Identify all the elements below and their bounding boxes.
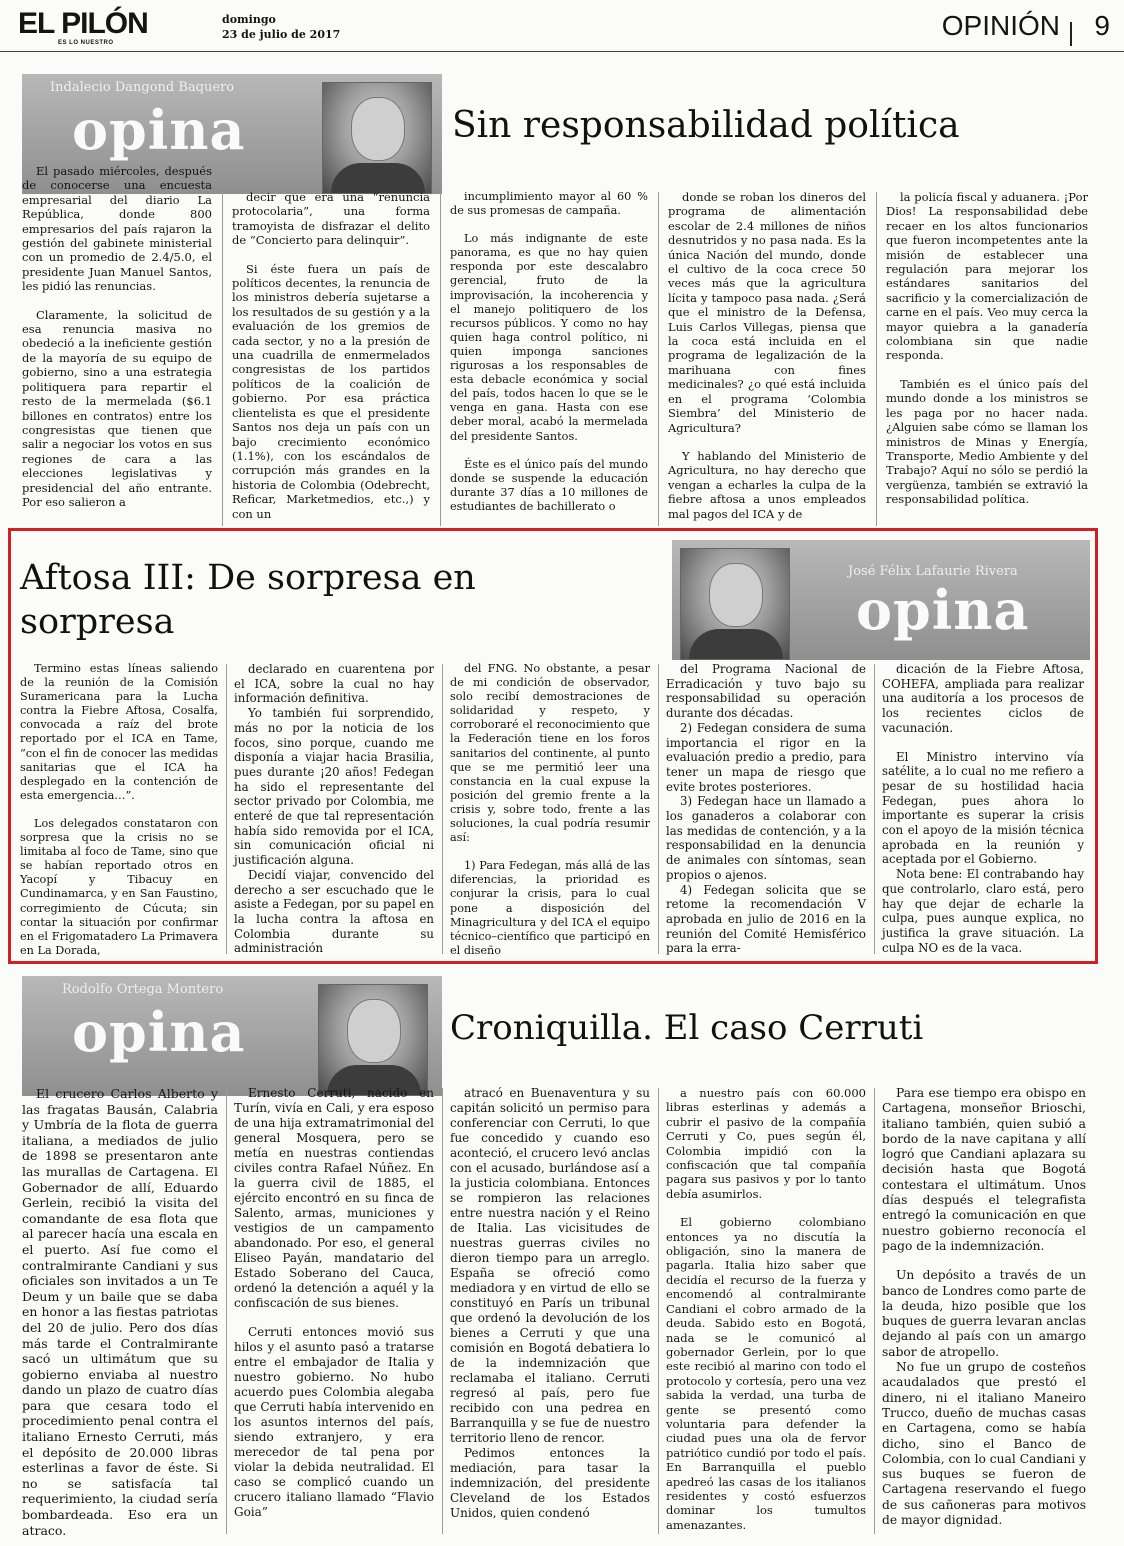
column-rule bbox=[658, 664, 659, 954]
column-rule bbox=[442, 1088, 443, 1534]
article-sin-responsabilidad bbox=[0, 60, 1124, 530]
column-rule bbox=[876, 192, 877, 526]
paragraph: Pedimos entonces la mediación, para tasar la indemnización, del presidente Cleveland de los Estados Unidos, quien condenó bbox=[450, 1446, 650, 1520]
column-rule bbox=[442, 664, 443, 954]
article-headline: Sin responsabilidad política bbox=[452, 105, 960, 146]
article-column-1 bbox=[22, 164, 212, 509]
paragraph: Cerruti entonces movió sus hilos y el asunto pasó a tratarse entre el embajador de Italia y nuestro gobierno. No hubo acuerdo pues Colombia alegaba que Cerruti había intervenido en los asuntos internos del país, siendo extranjero, y era merecedor de tal pena por violar la debida neutralidad. El caso se complicó cuando un crucero italiano llamado “Flavio Goia” bbox=[234, 1325, 434, 1519]
paragraph: del Programa Nacional de Erradicación y tuvo bajo su responsabilidad su operación durante dos décadas. bbox=[666, 662, 866, 721]
article-headline: Aftosa III: De sorpresa en sorpresa bbox=[20, 558, 476, 642]
paragraph: 4) Fedegan solicita que se retome la recomendación V aprobada en julio de 2016 en la reunión del Comité Hemisférico para la erra- bbox=[666, 882, 866, 956]
publication-full-date: 23 de julio de 2017 bbox=[222, 28, 341, 41]
paragraph: a nuestro país con 60.000 libras esterlinas y además a cubrir el pasivo de la compañía Cerruti y Co, pues según él, Colombia impidió con la confiscación que tal compañía pagara sus pasivos y por lo tanto debía asumirlos. bbox=[666, 1086, 866, 1201]
photo-face bbox=[347, 999, 401, 1063]
paragraph: Ernesto Cerruti, nacido en Turín, vivía en Cali, y era esposo de una hija extramatrimonial del general Mosquera, pero se metía en nuestras contiendas civiles contra Rafael Núñez. En la guerra civil de 1885, el ejército encontró en su finca de Salento, armas, municiones y vestigios de un campamento abandonado. Por eso, el general Eliseo Payán, mandatario del Estado Soberano del Cauca, ordenó la detención a aquél y la confiscación de sus bienes. bbox=[234, 1086, 434, 1310]
paragraph: Termino estas líneas saliendo de la reunión de la Comisión Suramericana para la Lucha contra la Fiebre Aftosa, Cosalfa, convocada a raíz del brote reportado por el ICA en Tame, “con el fin de conocer las medidas sanitarias que el ICA ha desplegado en la contención de esta emergencia…”. bbox=[20, 662, 218, 802]
paragraph: Yo también fui sorprendido, más no por la noticia de los focos, sino porque, cuando me disponía a viajar hacia Brasilia, pues durante ¡20 años! Fedegan ha sido el representante del sector privado por Colombia, me enteré de que tal representación había sido removida por el ICA, sin comunicación oficial ni justificación alguna. bbox=[234, 706, 434, 868]
paragraph: dicación de la Fiebre Aftosa, COHEFA, ampliada para realizar una auditoría a los procesos de los recientes ciclos de vacunación. bbox=[882, 662, 1084, 735]
article-column-4 bbox=[668, 190, 866, 521]
article-aftosa bbox=[0, 530, 1124, 962]
paragraph: declarado en cuarentena por el ICA, sobre la cual no hay información definitiva. bbox=[234, 662, 434, 706]
columnist-name: José Félix Lafaurie Rivera bbox=[848, 564, 1018, 579]
paragraph: Los delegados constataron con sorpresa que la crisis no se limitaba al foco de Tame, sino que se habían reportado otros en Yacopí y Tibacuy en Cundinamarca, y en San Faustino, corregimiento de Cúcuta; sin contar la situación por confirmar en el Frigomatadero La Primavera en La Dorada, bbox=[20, 816, 218, 957]
column-rule bbox=[440, 192, 441, 526]
paragraph: 3) Fedegan hace un llamado a los ganaderos a colaborar con las medidas de contención, y a la responsabilidad en la denuncia de animales con síntomas, sean propios o ajenos. bbox=[666, 794, 866, 882]
column-rule bbox=[658, 192, 659, 526]
paragraph: El pasado miércoles, después de conocerse una encuesta empresarial del diario La República, donde 800 empresarios del país rajaron la gestión del gabinete ministerial con un promedio de 2.4/5.0, el presidente Juan Manuel Santos, les pidió las renuncias. bbox=[22, 164, 212, 294]
section-name: OPINIÓN bbox=[941, 10, 1060, 41]
paragraph: No fue un grupo de costeños acaudalados que prestó el dinero, ni el italiano Maneiro Trucco, dueño de muchas casas en Cartagena, como se había dicho, sino el Banco de Colombia, con lo cual Candiani y sus buques se fueron de Cartagena reservando el fuego de sus cañoneras para motivos de mayor dignidad. bbox=[882, 1360, 1086, 1528]
paragraph: decir que era una “renuncia protocolaria”, una forma tramoyista de disfrazar el delito de “Concierto para delinquir”. bbox=[232, 190, 430, 248]
opina-label: opina bbox=[856, 578, 1030, 642]
paragraph: Un depósito a través de un banco de Londres como parte de la deuda, hizo posible que los buques de guerra levaran anclas dejando al país con un amargo sabor de atropello. bbox=[882, 1268, 1086, 1359]
paragraph: donde se roban los dineros del programa de alimentación escolar de 2.4 millones de niños desnutridos y no pasa nada. Es la única Nación del mundo, donde el cultivo de la coca crece 50 veces más que la agricultura lícita y tampoco pasa nada. ¿Será que el ministro de la Defensa, Luis Carlos Villegas, piensa que la coca está incluida en el programa de legalización de la marihuana con fines medicinales? ¿o qué está incluida en el programa ‘Colombia Siembra’ del Ministerio de Agricultura? bbox=[668, 190, 866, 435]
column-rule bbox=[874, 1088, 875, 1534]
section-divider bbox=[1070, 22, 1072, 46]
columnist-name: Indalecio Dangond Baquero bbox=[50, 80, 235, 95]
columnist-photo bbox=[322, 82, 432, 194]
column-rule bbox=[874, 664, 875, 954]
article-column-2 bbox=[234, 662, 434, 956]
paragraph: El gobierno colombiano entonces ya no discutía la obligación, sino la manera de pagarla. Italia hizo saber que decidía el recurso de la fuerza y encomendó al contralmirante Candiani el cobro armado de la deuda. Sabido esto en Bogotá, nada se le comunicó al gobernador Gerlein, por lo que este recibió al marino con todo el protocolo y cortesía, pero una vez sabida la verdad, una turba de gente se presentó como voluntaria para defender la ciudad pues una ola de fervor patriótico cundió por todo el país. En Barranquilla el pueblo apedreó las casas de los italianos residentes y costó esfuerzos dominar los tumultos amenazantes. bbox=[666, 1215, 866, 1532]
paragraph: Éste es el único país del mundo donde se suspende la educación durante 37 días a 10 millones de estudiantes de bachillerato o bbox=[450, 457, 648, 513]
column-rule bbox=[658, 1088, 659, 1534]
opina-label: opina bbox=[72, 1000, 246, 1064]
paragraph: Claramente, la solicitud de esa renuncia masiva no obedeció a la ineficiente gestión de la mayoría de su equipo de gobierno, sino a una estrategia politiquera para repartir el resto de la mermelada ($6.1 billones en contratos) entre los congresistas que tienen que salir a negociar los votos en sus regiones de cara a las elecciones legislativas y presidencial del año entrante. Por eso salieron a bbox=[22, 307, 212, 509]
columnist-name: Rodolfo Ortega Montero bbox=[62, 982, 224, 997]
columnist-photo bbox=[318, 984, 428, 1096]
article-column-4 bbox=[666, 662, 866, 956]
article-column-3 bbox=[450, 1086, 650, 1521]
paragraph: El Ministro intervino vía satélite, a lo cual no me refiero a pesar de su hostilidad hacia Fedegan, pues ahora lo importante es superar la crisis con el apoyo de la misión técnica aprobada en la reunión y aceptada por el Gobierno. bbox=[882, 749, 1084, 867]
logo-tagline: ES LO NUESTRO bbox=[58, 40, 114, 46]
photo-torso bbox=[331, 163, 425, 193]
photo-torso bbox=[689, 629, 783, 659]
article-column-3 bbox=[450, 190, 648, 514]
paragraph: incumplimiento mayor al 60 % de sus promesas de campaña. bbox=[450, 190, 648, 218]
article-column-5 bbox=[882, 662, 1084, 955]
column-rule bbox=[222, 192, 223, 526]
article-column-1 bbox=[22, 1086, 218, 1538]
columnist-banner bbox=[22, 976, 442, 1096]
article-headline: Croniquilla. El caso Cerruti bbox=[450, 1008, 924, 1048]
paragraph: El crucero Carlos Alberto y las fragatas Bausán, Calabria y Umbría de la flota de guerra italiana, a mediados de julio de 1898 se presentaron ante las murallas de Cartagena. El Gobernador de allí, Eduardo Gerlein, recibió la visita del comandante de esa flota que al parecer hacía una escala en el puerto. Así fue como el contralmirante Candiani y sus oficiales son invitados a un Te Deum y un baile que se daba en honor a las fiestas patriotas del 20 de julio. Pero dos días más tarde el Contralmirante sacó un ultimátum que su gobierno enviaba al nuestro dando un plazo de cuatro días para que cesara todo el procedimiento penal contra el italiano Ernesto Cerruti, más el depósito de 20.000 libras esterlinas a favor de éste. Si no se satisfacía tal requerimiento, la ciudad sería bombardeada. Eso era un atraco. bbox=[22, 1086, 218, 1538]
opina-label: opina bbox=[72, 98, 246, 162]
columnist-banner bbox=[672, 540, 1090, 660]
photo-face bbox=[351, 97, 405, 161]
column-rule bbox=[226, 664, 227, 954]
paragraph: atracó en Buenaventura y su capitán solicitó un permiso para conferenciar con Cerruti, lo que fue concedido y cuando eso aconteció, el crucero levó anclas con el acusado, burlándose así a la justicia colombiana. Entonces se rompieron las relaciones entre nuestra nación y el Reino de Italia. Las vicisitudes de nuestras guerras civiles no dieron tiempo para un arreglo. España se ofreció como mediadora y en virtud de ello se constituyó en París un tribunal que ordenó la devolución de los bienes a Cerruti y que una comisión en Bogotá debatiera lo de la indemnización que reclamaba el italiano. Cerruti regresó al país, pero fue recibido con una pedrea en Barranquilla y se fue de nuestro territorio lleno de rencor. bbox=[450, 1086, 650, 1445]
article-column-5 bbox=[886, 190, 1088, 507]
publication-day: domingo bbox=[222, 13, 276, 26]
newspaper-logo: EL PILÓN bbox=[18, 7, 148, 40]
article-croniquilla bbox=[0, 966, 1124, 1542]
page-header bbox=[0, 0, 1124, 52]
paragraph: del FNG. No obstante, a pesar de mi condición de observador, solo recibí demostraciones de solidaridad y respeto, y corroboraré el reconocimiento que la Federación tiene en los foros sanitarios del continente, al punto que se me permitió leer una constancia en la cual expuse la posición del gremio frente a la crisis y, sobre todo, frente a las soluciones, la cual podría resumir así: bbox=[450, 662, 650, 845]
paragraph: 2) Fedegan considera de suma importancia el rigor en la evaluación predio a predio, para tener un mapa de riesgo que evite brotes posteriores. bbox=[666, 720, 866, 794]
paragraph: la policía fiscal y aduanera. ¡Por Dios! La responsabilidad debe recaer en los altos funcionarios que fueron incompetentes ante la misión de establecer una regulación para mejorar los estándares sanitarios del sacrificio y la comercialización de carne en el país. Veo muy cerca la mayor quiebra a la ganadería colombiana sin que nadie responda. bbox=[886, 190, 1088, 363]
paragraph: Decidí viajar, convencido del derecho a ser escuchado que le asiste a Fedegan, por su papel en la lucha contra la aftosa en Colombia durante su administración bbox=[234, 867, 434, 956]
article-column-3 bbox=[450, 662, 650, 958]
column-rule bbox=[226, 1088, 227, 1534]
article-column-2 bbox=[232, 190, 430, 521]
publication-date bbox=[222, 12, 340, 42]
paragraph: 1) Para Fedegan, más allá de las diferencias, la prioridad es conjurar la crisis, para lo cual pone a disposición del Minagricultura y del ICA el equipo técnico–científico que participó en el diseño bbox=[450, 859, 650, 957]
photo-face bbox=[709, 563, 763, 627]
paragraph: Y hablando del Ministerio de Agricultura, no hay derecho que vengan a echarles la culpa de la fiebre aftosa a unos empleados mal pagos del ICA y de bbox=[668, 448, 866, 521]
page-number: 9 bbox=[1094, 10, 1110, 41]
article-column-2 bbox=[234, 1086, 434, 1520]
columnist-photo bbox=[680, 548, 790, 660]
paragraph: También es el único país del mundo donde a los ministros se les paga por no hacer nada. ¿Alguien sabe cómo se llaman los ministros de Minas y Energía, Transporte, Medio Ambiente y del Trabajo? Aquí no sólo se perdió la vergüenza, también se extravió la responsabilidad política. bbox=[886, 376, 1088, 507]
paragraph: Si éste fuera un país de políticos decentes, la renuncia de los ministros debería sujetarse a los resultados de su gestión y a la evaluación de los gremios de cada sector, y no a la presión de una cuadrilla de enmermelados congresistas de los partidos políticos de la coalición de gobierno. Por esa práctica clientelista es que el presidente Santos nos deja un país con un bajo crecimiento económico (1.1%), con los escándalos de corrupción más grandes en la historia de Colombia (Odebrecht, Reficar, Marketmedios, etc.,) y con un bbox=[232, 261, 430, 521]
paragraph: Para ese tiempo era obispo en Cartagena, monseñor Brioschi, italiano también, quien subió a bordo de la nave capitana y allí logró que Candiani aplazara su decisión hasta que Bogotá contestara el ultimátum. Unos días después el telegrafista entregó la comunicación en que nuestro gobierno reconocía el pago de la indemnización. bbox=[882, 1086, 1086, 1253]
article-column-4 bbox=[666, 1086, 866, 1532]
paragraph: Nota bene: El contrabando hay que controlarlo, claro está, pero hay que dejar de echarle la culpa, pues aunque explica, no justifica la grave situación. La culpa NO es de la vaca. bbox=[882, 867, 1084, 955]
paragraph: Lo más indignante de este panorama, es que no hay quien responda por este descalabro gerencial, fruto de la improvisación, la incoherencia y el manejo politiquero de los recursos públicos. Y como no hay quien haga control político, ni quien imponga sanciones rigurosas a los responsables de esta debacle económica y social del país, todos hacen lo que se le venga en gana. Hasta con ese deber moral, acabó la mermelada del presidente Santos. bbox=[450, 232, 648, 443]
article-column-1 bbox=[20, 662, 218, 958]
article-column-5 bbox=[882, 1086, 1086, 1528]
